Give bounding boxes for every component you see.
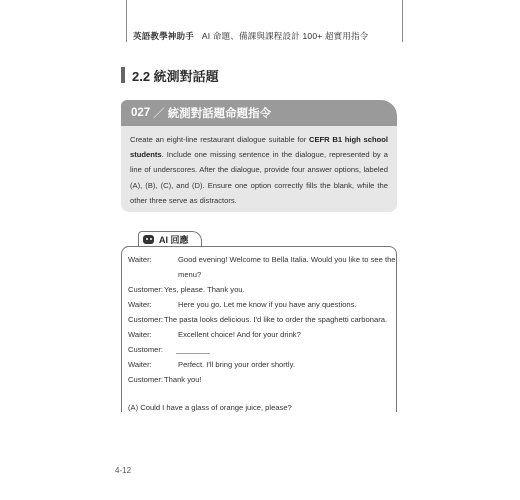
dialogue-text: Excellent choice! And for your drink? [178,330,301,339]
ai-response-box [121,246,397,412]
section-title: 2.2 統測對話題 [132,68,219,84]
running-header [133,30,368,42]
dialogue-speaker: Customer: [128,345,164,354]
ai-response-tab [138,231,202,247]
prompt-text-start: Create an eight-line restaurant dialogue suitable for [130,135,309,144]
dialogue-speaker: Waiter: [128,330,152,339]
prompt-text-end: . Include one missing sentence in the dialogue, represented by a line of underscores. After the dialogue, provide four answer options, labeled (A), (B), (C), and (D). Ensure one option correctly fills the blank, while the other three serve as distractors. [130,150,388,205]
prompt-text-bold: CEFR B1 high school students [130,135,388,160]
section-marker [121,67,125,83]
dialogue-text: The pasta looks delicious. I'd like to order the spaghetti carbonara. [164,315,388,324]
book-title: 英語教學神助手 [133,31,194,41]
page-number: 4-12 [115,466,132,475]
book-subtitle: AI 命題、備課與課程設計 100+ 超實用指令 [201,31,369,41]
header-rule-right [402,0,403,42]
ai-response-label: AI 回應 [159,235,189,245]
dialogue-text: menu? [178,270,202,279]
prompt-slash: ／ [153,108,165,120]
prompt-header [121,100,397,126]
dialogue-speaker: Waiter: [128,255,152,264]
dialogue-blank: ________ [176,345,210,354]
answer-option-a: (A) Could I have a glass of orange juice, please? [128,403,292,412]
prompt-title: 統測對話題命題指令 [167,108,272,120]
dialogue-text: Here you go. Let me know if you have any questions. [178,300,357,309]
header-rule-left [126,0,127,42]
dialogue-text: Good evening! Welcome to Bella Italia. Would you like to see the [178,255,396,264]
dialogue-text: Yes, please. Thank you. [164,285,245,294]
prompt-body [121,126,397,212]
dialogue-speaker: Waiter: [128,300,152,309]
section-heading [121,66,219,84]
dialogue-text: Thank you! [164,375,202,384]
robot-icon [143,235,154,244]
prompt-number: 027 [131,107,151,119]
dialogue-text: Perfect. I'll bring your order shortly. [178,360,295,369]
dialogue-speaker: Waiter: [128,360,152,369]
dialogue-speaker: Customer: [128,315,164,324]
dialogue-speaker: Customer: [128,285,164,294]
dialogue-speaker: Customer: [128,375,164,384]
